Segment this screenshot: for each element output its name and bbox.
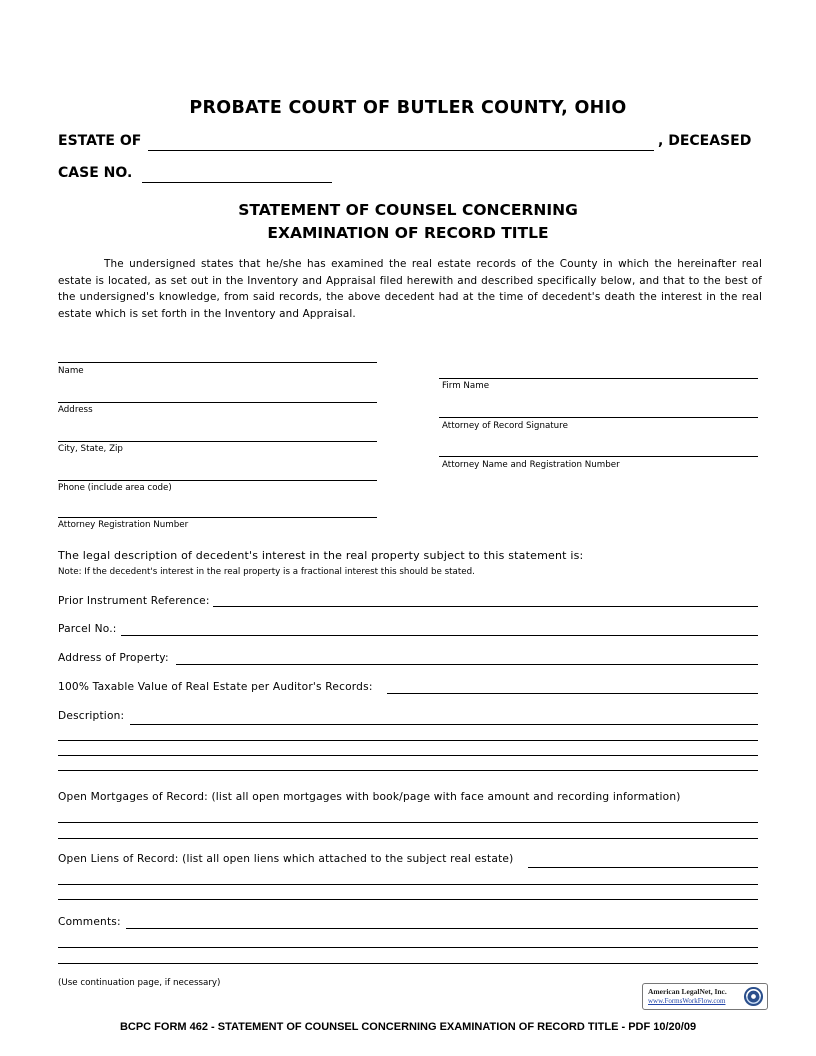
description-line[interactable] [58,755,758,756]
open-mortgages-line[interactable] [58,838,758,839]
open-liens-line[interactable] [58,899,758,900]
address-field[interactable] [58,402,377,403]
prior-instrument-label: Prior Instrument Reference: [58,595,210,607]
description-label: Description: [58,710,125,722]
logo-website-link[interactable]: www.FormsWorkFlow.com [648,997,726,1005]
description-line[interactable] [58,770,758,771]
address-of-property-field[interactable] [176,664,758,665]
address-of-property-label: Address of Property: [58,652,169,664]
estate-name-field[interactable] [148,150,654,151]
comments-line[interactable] [58,947,758,948]
open-liens-line[interactable] [58,884,758,885]
name-field[interactable] [58,362,377,363]
case-no-field[interactable] [142,182,332,183]
attorney-name-registration-label: Attorney Name and Registration Number [442,460,620,470]
continuation-note: (Use continuation page, if necessary) [58,978,221,988]
comments-label: Comments: [58,916,121,928]
address-label: Address [58,405,93,415]
american-legalnet-logo[interactable] [642,983,768,1010]
firm-name-label: Firm Name [442,381,490,391]
attorney-signature-field[interactable] [439,417,758,418]
attorney-registration-label: Attorney Registration Number [58,520,189,530]
logo-company-name: American LegalNet, Inc. [648,987,727,996]
prior-instrument-field[interactable] [213,606,758,607]
comments-line[interactable] [58,963,758,964]
fractional-interest-note: Note: If the decedent's interest in the real property is a fractional interest this should be stated. [58,567,475,577]
city-state-zip-field[interactable] [58,441,377,442]
open-liens-field[interactable] [528,867,758,868]
taxable-value-label: 100% Taxable Value of Real Estate per Auditor's Records: [58,681,373,693]
attorney-registration-field[interactable] [58,517,377,518]
statement-paragraph: The undersigned states that he/she has examined the real estate records of the County in which the hereinafter real estate is located, as set out in the Inventory and Appraisal filed herewith and described specifically below, and that to the best of the undersigned's knowledge, from said records, the above decedent had at the time of decedent's death the interest in the real estate which is set forth in the Inventory and Appraisal. [58,258,762,320]
city-state-zip-label: City, State, Zip [58,444,123,454]
comments-field[interactable] [126,928,758,929]
estate-of-label: ESTATE OF [58,133,142,149]
court-title: PROBATE COURT OF BUTLER COUNTY, OHIO [189,98,627,118]
attorney-signature-label: Attorney of Record Signature [442,421,568,431]
description-field[interactable] [130,724,758,725]
firm-name-field[interactable] [439,378,758,379]
phone-field[interactable] [58,480,377,481]
globe-icon [743,986,764,1007]
deceased-label: , DECEASED [658,133,752,149]
description-line[interactable] [58,740,758,741]
case-no-label: CASE NO. [58,165,133,181]
form-footer: BCPC FORM 462 - STATEMENT OF COUNSEL CONCERNING EXAMINATION OF RECORD TITLE - PDF 10/20/09 [119,1021,697,1033]
parcel-no-field[interactable] [121,635,758,636]
open-mortgages-line[interactable] [58,822,758,823]
form-title-line2: EXAMINATION OF RECORD TITLE [267,224,549,242]
phone-label: Phone (include area code) [58,483,172,493]
open-liens-label: Open Liens of Record: (list all open liens which attached to the subject real estate) [58,853,514,865]
form-title-line1: STATEMENT OF COUNSEL CONCERNING [238,201,578,219]
taxable-value-field[interactable] [387,693,758,694]
legal-description-intro: The legal description of decedent's interest in the real property subject to this statement is: [58,549,584,562]
name-label: Name [58,366,84,376]
parcel-no-label: Parcel No.: [58,623,117,635]
attorney-name-registration-field[interactable] [439,456,758,457]
open-mortgages-label: Open Mortgages of Record: (list all open mortgages with book/page with face amount and recording information) [58,791,681,803]
